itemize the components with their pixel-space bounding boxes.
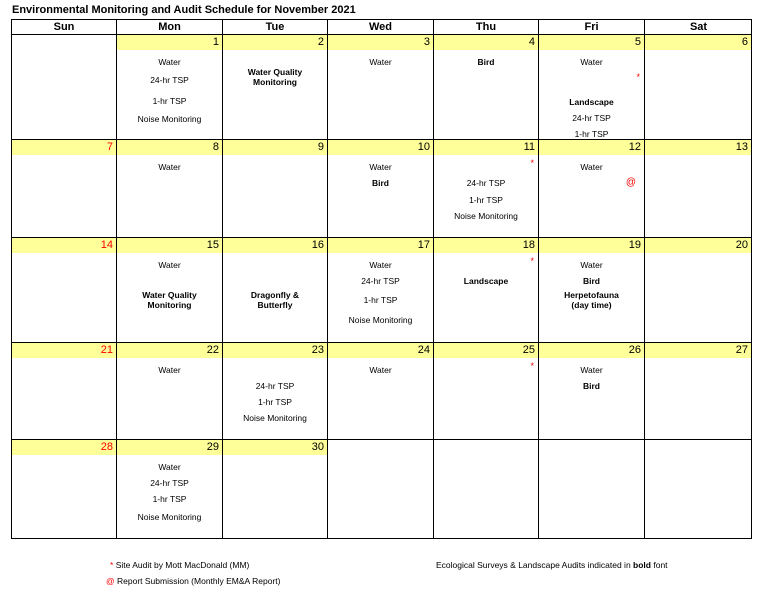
schedule-event: Water: [369, 162, 392, 172]
day-number: 25: [434, 343, 538, 358]
schedule-event: Bird: [477, 57, 495, 67]
site-audit-marker: *: [530, 256, 534, 266]
day-cell-18: [434, 237, 539, 342]
day-cell-30: [223, 439, 328, 539]
day-number: 22: [117, 343, 222, 358]
schedule-event: Noise Monitoring: [454, 211, 518, 221]
day-number: 21: [12, 343, 116, 358]
day-cell-4: [434, 34, 539, 139]
day-number: 7: [12, 140, 116, 155]
day-number: 20: [645, 238, 751, 253]
day-number: 9: [223, 140, 327, 155]
day-cell-8: [117, 139, 223, 237]
day-cell-5: [539, 34, 645, 139]
day-number: 2: [223, 35, 327, 50]
day-cell-11: [434, 139, 539, 237]
day-number: 6: [645, 35, 751, 50]
day-cell-1: [117, 34, 223, 139]
schedule-event: Water: [580, 162, 603, 172]
site-audit-symbol: *: [110, 560, 114, 570]
schedule-event: Water Quality Monitoring: [142, 290, 197, 310]
day-number: 26: [539, 343, 644, 358]
day-number: 17: [328, 238, 433, 253]
day-number: 30: [223, 440, 327, 455]
report-submission-text: Report Submission (Monthly EM&A Report): [117, 576, 281, 586]
day-cell-7: [12, 139, 117, 237]
day-number: 18: [434, 238, 538, 253]
day-number: 15: [117, 238, 222, 253]
day-number: 3: [328, 35, 433, 50]
weekday-header-tue: Tue: [223, 20, 328, 34]
week-row: [11, 34, 752, 139]
schedule-event: 24-hr TSP: [150, 478, 189, 488]
schedule-event: Bird: [372, 178, 389, 188]
schedule-event: Water: [158, 462, 181, 472]
day-number: 28: [12, 440, 116, 455]
bold-note-bold-word: bold: [633, 560, 651, 570]
schedule-event: 24-hr TSP: [466, 178, 506, 188]
weekday-header-wed: Wed: [328, 20, 434, 34]
day-cell-14: [12, 237, 117, 342]
site-audit-marker: *: [530, 158, 534, 168]
day-number: 29: [117, 440, 222, 455]
day-number: 13: [645, 140, 751, 155]
weekday-header-thu: Thu: [434, 20, 539, 34]
footnote-report-submission: [106, 576, 280, 586]
day-cell-2: [223, 34, 328, 139]
day-cell-21: [12, 342, 117, 439]
schedule-event: 1-hr TSP: [258, 397, 292, 407]
day-number: 1: [117, 35, 222, 50]
weekday-header-row: [11, 19, 752, 34]
day-cell-26: [539, 342, 645, 439]
day-cell-25: [434, 342, 539, 439]
schedule-event: Water: [158, 162, 181, 172]
empty-day-cell: [328, 439, 434, 539]
weekday-header-fri: Fri: [539, 20, 645, 34]
schedule-event: 1-hr TSP: [363, 295, 398, 305]
empty-day-cell: [539, 439, 645, 539]
day-number: 8: [117, 140, 222, 155]
day-cell-29: [117, 439, 223, 539]
empty-day-cell: [434, 439, 539, 539]
schedule-event: Bird: [583, 276, 600, 286]
calendar-grid: [11, 19, 752, 539]
weekday-header-sat: Sat: [689, 21, 708, 33]
day-number: 14: [12, 238, 116, 253]
day-cell-6: [645, 34, 752, 139]
day-cell-3: [328, 34, 434, 139]
day-cell-22: [117, 342, 223, 439]
day-number: 5: [539, 35, 644, 50]
weekday-header-mon: Mon: [117, 20, 223, 34]
day-number: 27: [645, 343, 751, 358]
footnote-bold-note: [436, 560, 668, 570]
day-cell-13: [645, 139, 752, 237]
schedule-event: Water: [580, 260, 603, 270]
schedule-event: 1-hr TSP: [574, 129, 609, 139]
schedule-event: Water: [580, 365, 603, 375]
day-number: 24: [328, 343, 433, 358]
schedule-event: Noise Monitoring: [348, 315, 413, 325]
schedule-event: Water: [158, 260, 181, 270]
schedule-event: Dragonfly & Butterfly: [250, 290, 300, 310]
day-number: 23: [223, 343, 327, 358]
schedule-event: 24-hr TSP: [150, 75, 189, 85]
schedule-event: 1-hr TSP: [152, 96, 187, 106]
day-number: 11: [434, 140, 538, 155]
empty-day-cell: [645, 439, 752, 539]
day-number: 10: [328, 140, 433, 155]
schedule-event: Noise Monitoring: [137, 512, 202, 522]
schedule-event: Noise Monitoring: [243, 413, 307, 423]
schedule-event: 1-hr TSP: [152, 494, 187, 504]
day-cell-28: [12, 439, 117, 539]
day-number: 4: [434, 35, 538, 50]
schedule-event: 24-hr TSP: [572, 113, 611, 123]
day-cell-16: [223, 237, 328, 342]
schedule-event: Water: [158, 57, 181, 67]
day-cell-10: [328, 139, 434, 237]
empty-day-cell: [12, 34, 117, 139]
footnote-site-audit: [110, 560, 249, 570]
schedule-event: Landscape: [569, 97, 614, 107]
schedule-event: Water: [580, 57, 603, 67]
site-audit-text: Site Audit by Mott MacDonald (MM): [115, 560, 250, 570]
day-cell-9: [223, 139, 328, 237]
schedule-event: Water Quality Monitoring: [247, 67, 303, 87]
day-cell-15: [117, 237, 223, 342]
schedule-event: Noise Monitoring: [137, 114, 202, 124]
weekday-header-sun: Sun: [12, 20, 117, 34]
bold-note-suffix: font: [651, 560, 668, 570]
week-row: [11, 439, 752, 539]
schedule-event: Water: [369, 57, 392, 67]
day-cell-12: [539, 139, 645, 237]
report-submission-symbol: @: [106, 576, 115, 586]
schedule-event: 24-hr TSP: [361, 276, 400, 286]
schedule-event: 1-hr TSP: [469, 195, 503, 205]
schedule-event: Water: [158, 365, 181, 375]
schedule-event: Landscape: [463, 276, 509, 286]
week-row: [11, 237, 752, 342]
schedule-event: Water: [369, 365, 392, 375]
week-row: [11, 342, 752, 439]
schedule-event: Water: [369, 260, 392, 270]
day-number: 16: [223, 238, 327, 253]
day-number: 12: [539, 140, 644, 155]
day-cell-27: [645, 342, 752, 439]
day-number: 19: [539, 238, 644, 253]
page-title: Environmental Monitoring and Audit Schedule for November 2021: [12, 4, 356, 16]
day-cell-19: [539, 237, 645, 342]
bold-note-prefix: Ecological Surveys & Landscape Audits indicated in: [436, 560, 634, 570]
day-cell-17: [328, 237, 434, 342]
schedule-event: Bird: [583, 381, 600, 391]
schedule-event: 24-hr TSP: [255, 381, 295, 391]
schedule-event: Herpetofauna (day time): [564, 290, 619, 310]
report-submission-marker: @: [625, 177, 636, 188]
day-cell-20: [645, 237, 752, 342]
week-row: [11, 139, 752, 237]
site-audit-marker: *: [636, 72, 640, 82]
site-audit-marker: *: [530, 361, 534, 371]
day-cell-24: [328, 342, 434, 439]
day-cell-23: [223, 342, 328, 439]
